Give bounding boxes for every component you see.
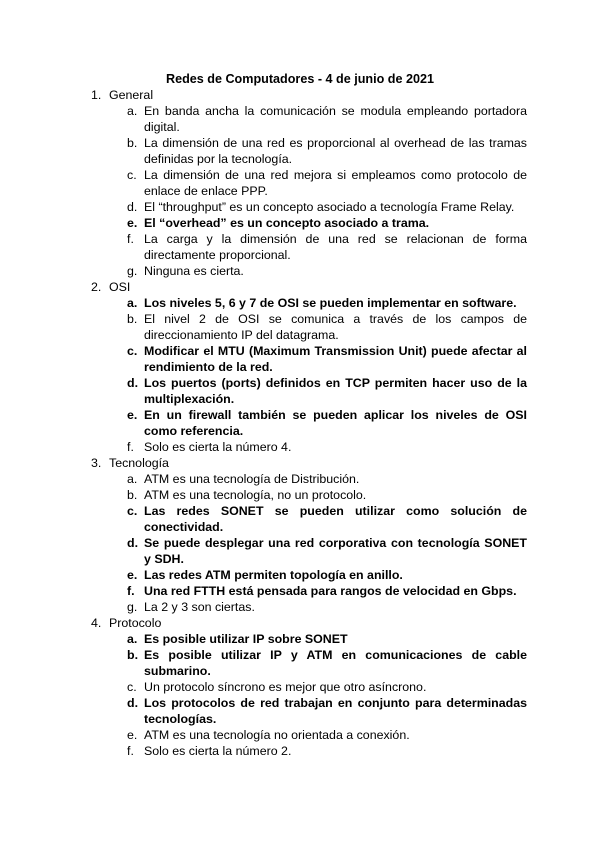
item-text: El “throughput” es un concepto asociado a tecnología Frame Relay. xyxy=(144,200,515,214)
item-text: La dimensión de una red es proporcional al overhead de las tramas definidas por la tecnología. xyxy=(144,136,527,166)
list-item xyxy=(0,311,527,343)
section-osi xyxy=(0,279,600,455)
list-item xyxy=(0,583,527,599)
item-letter: d. xyxy=(127,376,139,390)
section-heading xyxy=(0,279,600,295)
item-text: Es posible utilizar IP y ATM en comunicaciones de cable submarino. xyxy=(144,648,527,678)
list-item xyxy=(0,471,527,487)
item-letter: b. xyxy=(127,648,139,662)
section-heading xyxy=(0,455,600,471)
section-number: 3. xyxy=(91,456,102,470)
item-text: Ninguna es cierta. xyxy=(144,264,244,278)
list-item xyxy=(0,695,527,727)
item-letter: e. xyxy=(127,568,138,582)
section-number: 4. xyxy=(91,616,102,630)
list-item xyxy=(0,727,527,743)
page-title: Redes de Computadores - 4 de junio de 2021 xyxy=(165,72,435,86)
item-text: El “overhead” es un concepto asociado a trama. xyxy=(144,216,430,230)
item-letter: c. xyxy=(127,344,138,358)
list-item xyxy=(0,567,527,583)
item-text: ATM es una tecnología, no un protocolo. xyxy=(144,488,367,502)
item-text: Es posible utilizar IP sobre SONET xyxy=(144,632,348,646)
item-letter: f. xyxy=(127,744,134,758)
list-item xyxy=(0,103,527,135)
item-letter: g. xyxy=(127,264,138,278)
item-text: Una red FTTH está pensada para rangos de velocidad en Gbps. xyxy=(144,584,517,598)
item-text: En un firewall también se pueden aplicar los niveles de OSI como referencia. xyxy=(144,408,527,438)
list-item xyxy=(0,199,527,215)
item-letter: f. xyxy=(127,440,134,454)
item-letter: c. xyxy=(127,504,138,518)
item-letter: b. xyxy=(127,488,138,502)
item-text: Modificar el MTU (Maximum Transmission Unit) puede afectar al rendimiento de la red. xyxy=(144,344,527,374)
list-item xyxy=(0,599,527,615)
section-number: 1. xyxy=(91,88,102,102)
list-item xyxy=(0,439,527,455)
item-text: Un protocolo síncrono es mejor que otro asíncrono. xyxy=(144,680,427,694)
list-item xyxy=(0,263,527,279)
list-item xyxy=(0,743,527,759)
list-item xyxy=(0,503,527,535)
item-text: La dimensión de una red mejora si empleamos como protocolo de enlace de enlace PPP. xyxy=(144,168,527,198)
section-protocolo xyxy=(0,615,600,759)
section-label: General xyxy=(109,88,154,102)
list-item xyxy=(0,535,527,567)
list-item xyxy=(0,135,527,167)
item-letter: e. xyxy=(127,728,138,742)
section-label: Protocolo xyxy=(109,616,162,630)
list-item xyxy=(0,343,527,375)
item-letter: c. xyxy=(127,680,137,694)
list-item xyxy=(0,679,527,695)
section-heading xyxy=(0,87,600,103)
item-text: Las redes ATM permiten topología en anillo. xyxy=(144,568,403,582)
item-text: El nivel 2 de OSI se comunica a través de los campos de direccionamiento IP del datagrama. xyxy=(144,312,527,342)
item-text: Solo es cierta la número 2. xyxy=(144,744,292,758)
item-text: ATM es una tecnología de Distribución. xyxy=(144,472,360,486)
item-letter: b. xyxy=(127,136,138,150)
list-item xyxy=(0,407,527,439)
list-item xyxy=(0,647,527,679)
list-item xyxy=(0,631,527,647)
item-letter: a. xyxy=(127,472,138,486)
item-letter: f. xyxy=(127,232,134,246)
list-item xyxy=(0,487,527,503)
list-item xyxy=(0,167,527,199)
section-label: OSI xyxy=(109,280,131,294)
list-item xyxy=(0,295,527,311)
item-letter: c. xyxy=(127,168,137,182)
item-letter: f. xyxy=(127,584,135,598)
item-letter: a. xyxy=(127,632,138,646)
item-letter: d. xyxy=(127,536,139,550)
item-text: Los puertos (ports) definidos en TCP permiten hacer uso de la multiplexación. xyxy=(144,376,527,406)
item-text: Solo es cierta la número 4. xyxy=(144,440,292,454)
list-item xyxy=(0,231,527,263)
list-item xyxy=(0,375,527,407)
item-text: ATM es una tecnología no orientada a conexión. xyxy=(144,728,410,742)
item-letter: e. xyxy=(127,216,138,230)
item-text: Las redes SONET se pueden utilizar como solución de conectividad. xyxy=(144,504,527,534)
item-text: La carga y la dimensión de una red se relacionan de forma directamente proporcional. xyxy=(144,232,527,262)
question-list xyxy=(0,87,600,759)
item-letter: d. xyxy=(127,200,138,214)
list-item xyxy=(0,215,527,231)
item-text: Los protocolos de red trabajan en conjunto para determinadas tecnologías. xyxy=(144,696,527,726)
item-text: En banda ancha la comunicación se modula empleando portadora digital. xyxy=(144,104,527,134)
section-general xyxy=(0,87,600,279)
section-number: 2. xyxy=(91,280,102,294)
section-tecnologia xyxy=(0,455,600,615)
item-letter: b. xyxy=(127,312,138,326)
item-letter: g. xyxy=(127,600,138,614)
section-heading xyxy=(0,615,600,631)
item-text: La 2 y 3 son ciertas. xyxy=(144,600,255,614)
section-label: Tecnología xyxy=(109,456,169,470)
item-text: Los niveles 5, 6 y 7 de OSI se pueden implementar en software. xyxy=(144,296,517,310)
item-letter: a. xyxy=(127,104,138,118)
item-text: Se puede desplegar una red corporativa con tecnología SONET y SDH. xyxy=(144,536,527,566)
item-letter: a. xyxy=(127,296,138,310)
item-letter: d. xyxy=(127,696,139,710)
item-letter: e. xyxy=(127,408,138,422)
